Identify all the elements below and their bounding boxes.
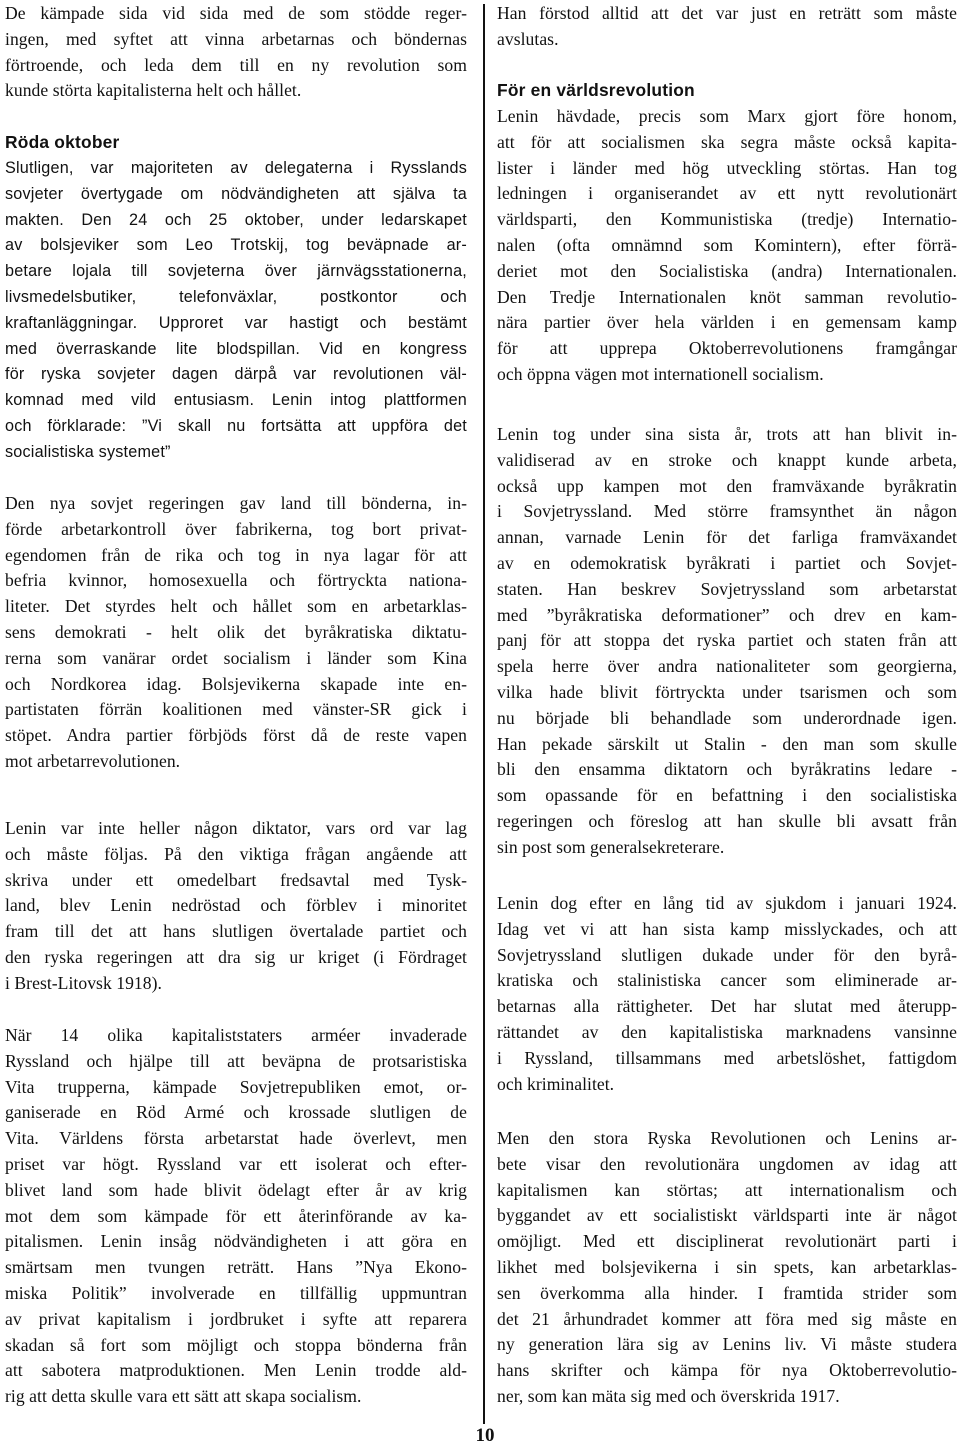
text-line: Lenin dog efter en lång tid av sjukdom i januari 1924. bbox=[497, 893, 957, 913]
text-line: och kriminalitet. bbox=[497, 1073, 615, 1094]
text-line: Han pekade särskilt ut Stalin - den man som skulle bbox=[497, 733, 957, 754]
column-divider bbox=[483, 4, 485, 1424]
text-line: land, blev Lenin nedröstad och förblev i minoritet bbox=[5, 895, 467, 916]
text-line: rättandet av den kapitalistiska marknadens vansinne bbox=[497, 1021, 957, 1042]
text-line: bete visar den revolutionära ungdomen av idag att bbox=[497, 1153, 957, 1174]
text-line: av bolsjeviker som Leo Trotskij, tog beväpnade ar- bbox=[5, 236, 467, 255]
paragraph bbox=[5, 1023, 467, 1410]
text-line: världsparti, den Kommunistiska (tredje) Internatio- bbox=[497, 209, 957, 230]
paragraph bbox=[497, 891, 957, 1097]
text-line: regeringen och föreslog att han skulle bli avsatt från bbox=[497, 810, 957, 831]
text-line: med ”byråkratiska deformationer” och drev en kam- bbox=[497, 604, 957, 625]
text-line: avslutas. bbox=[497, 28, 559, 49]
paragraph bbox=[497, 1, 957, 53]
text-line: mot arbetarrevolutionen. bbox=[5, 750, 181, 771]
text-line: socialistiska systemet” bbox=[5, 442, 171, 461]
text-line: panj för att stoppa det ryska partiet och staten från att bbox=[497, 630, 957, 651]
text-line: De kämpade sida vid sida med de som stödde reger- bbox=[5, 3, 467, 23]
text-line: blivet land som hade blivit ödelagt efter år av krig bbox=[5, 1179, 467, 1200]
text-line: lister i länder med hög utveckling störtas. Han tog bbox=[497, 157, 957, 178]
paragraph bbox=[5, 1, 467, 104]
paragraph bbox=[497, 1126, 957, 1410]
text-line: förtroende, och leda dem till en ny revolution som bbox=[5, 54, 467, 75]
text-line: Den nya sovjet regeringen gav land till bönderna, in- bbox=[5, 493, 467, 513]
text-line: sen överkomma alla hinder. I framtida strider som bbox=[497, 1282, 957, 1303]
text-line: fram till det att hans slutligen övertalade partiet och bbox=[5, 921, 467, 942]
text-line: liteter. Det styrdes helt och hållet som en arbetarklas- bbox=[5, 596, 467, 617]
text-line: att sabotera matproduktionen. Men Lenin trodde ald- bbox=[5, 1360, 467, 1381]
text-line: validiserad av en stroke och knappt kunde arbeta, bbox=[497, 449, 957, 470]
text-line: Idag vet vi att han sista kamp misslyckades, och att bbox=[497, 918, 957, 939]
text-line: hans skrifter och kämpa för nya Oktoberrevolutio- bbox=[497, 1360, 957, 1381]
text-line: Lenin hävdade, precis som Marx gjort före honom, bbox=[497, 106, 957, 126]
text-line: Slutligen, var majoriteten av delegaterna i Rysslands bbox=[5, 159, 467, 177]
text-line: och öppna vägen mot internationell socialism. bbox=[497, 363, 824, 384]
text-line: pitalismen. Lenin insåg nödvändigheten i att göra en bbox=[5, 1231, 467, 1252]
text-line: att för att socialismen ska segra måste också kapita- bbox=[497, 131, 957, 152]
text-line: skadan så fort som möjligt och stoppa bönderna från bbox=[5, 1334, 467, 1355]
text-line: rerna som vanärar ordet socialism i länder som Kina bbox=[5, 647, 467, 668]
text-line: befria kvinnor, homosexuella och förtryckta nationa- bbox=[5, 570, 467, 591]
text-line: omöjligt. Med ett disciplinerat revolutionärt parti i bbox=[497, 1231, 957, 1252]
text-line: Lenin var inte heller någon diktator, vars ord var lag bbox=[5, 818, 467, 838]
page-number: 10 bbox=[475, 1425, 495, 1446]
text-line: Sovjetryssland slutligen dukade under för den byrå- bbox=[497, 944, 957, 965]
text-line: och Nordkorea idag. Bolsjevikerna skapade inte en- bbox=[5, 673, 467, 694]
text-line: Lenin tog under sina sista år, trots att han blivit in- bbox=[497, 424, 957, 444]
text-line: ingen, med syftet att vinna arbetarnas och böndernas bbox=[5, 28, 467, 49]
text-line: ganiserade en Röd Armé och krossade slutligen de bbox=[5, 1102, 467, 1123]
text-line: miska Politik” involverade en tillfällig uppmuntran bbox=[5, 1282, 467, 1303]
text-line: stöpet. Andra partier förbjöds först då de reste vapen bbox=[5, 725, 467, 746]
text-line: nära partier över hela världen i en gemensam kamp bbox=[497, 312, 957, 333]
text-line: av en odemokratisk byråkrati i partiet och Sovjet- bbox=[497, 552, 957, 573]
text-line: bli den ensamma diktatorn och byråkratins ledare - bbox=[497, 759, 957, 780]
text-line: Men den stora Ryska Revolutionen och Lenins ar- bbox=[497, 1128, 957, 1148]
text-line: mot dem som kämpade för ett återinförande av ka- bbox=[5, 1205, 467, 1226]
paragraph bbox=[5, 491, 467, 775]
text-line: för att upprepa Oktoberrevolutionens framgångar bbox=[497, 338, 957, 359]
text-line: i Ryssland, tillsammans med arbetslöshet, fattigdom bbox=[497, 1047, 957, 1068]
text-line: livsmedelsbutiker, telefonväxlar, postkontor och bbox=[5, 287, 467, 306]
text-line: staten. Han beskrev Sovjetryssland som arbetarstat bbox=[497, 578, 957, 599]
text-line: med överraskande lite blodspillan. Vid en kongress bbox=[5, 339, 467, 358]
text-line: ledningen i organiserandet av ett nytt revolutionärt bbox=[497, 183, 957, 204]
text-line: makten. Den 24 och 25 oktober, under ledarskapet bbox=[5, 210, 467, 229]
text-line: spela herre över andra nationaliteter som georgierna, bbox=[497, 656, 957, 677]
text-line: partistaten förrän koalitionen med vänster-SR gick i bbox=[5, 699, 467, 720]
section-heading: För en världsrevolution bbox=[497, 80, 695, 100]
text-line: Vita trupperna, kämpade Sovjetrepubliken emot, or- bbox=[5, 1076, 467, 1097]
text-line: priset var högt. Ryssland var ett isolerat och efter- bbox=[5, 1153, 467, 1174]
text-line: den ryska regeringen att dra sig ur kriget (i Fördraget bbox=[5, 946, 467, 967]
text-line: kunde störta kapitalisterna helt och hållet. bbox=[5, 80, 302, 101]
text-line: kratiska och stalinistiska cancer som eliminerade ar- bbox=[497, 970, 957, 991]
text-line: annan, varnade Lenin för det farliga framväxandet bbox=[497, 527, 957, 548]
text-line: sin post som generalsekreterare. bbox=[497, 836, 725, 857]
text-line: i Brest-Litovsk 1918). bbox=[5, 972, 162, 993]
text-line: av privat kapitalism i jordbruket i syfte att reparera bbox=[5, 1308, 467, 1329]
text-line: Han förstod alltid att det var just en reträtt som måste bbox=[497, 3, 957, 23]
text-line: och förklarade: ”Vi skall nu fortsätta att uppföra det bbox=[5, 416, 467, 435]
text-line: egendomen från de rika och tog in nya lagar för att bbox=[5, 544, 467, 565]
text-line: Ryssland och hjälpe till att beväpna de protsaristiska bbox=[5, 1050, 467, 1071]
text-line: betare lojala till sovjeterna över järnvägsstationerna, bbox=[5, 262, 467, 281]
text-line: ner, som kan mäta sig med och överskrida 1917. bbox=[497, 1385, 840, 1406]
text-line: som opassande för en befattning i den socialistiska bbox=[497, 785, 957, 806]
text-line: för ryska sovjeter dagen därpå var revolutionen väl- bbox=[5, 365, 467, 384]
text-line: komnad med vild entusiasm. Lenin intog plattformen bbox=[5, 391, 467, 410]
paragraph bbox=[5, 156, 467, 466]
text-line: Vita. Världens första arbetarstat hade överlevt, men bbox=[5, 1128, 467, 1149]
text-line: smärtsam men tvungen reträtt. Hans ”Nya Ekono- bbox=[5, 1257, 467, 1278]
text-line: det 21 århundradet kommer att föra med sig måste en bbox=[497, 1308, 957, 1329]
text-line: och måste följas. På den viktiga frågan angående att bbox=[5, 843, 467, 864]
text-line: i Sovjetryssland. Med större framsynthet än någon bbox=[497, 501, 957, 522]
text-line: likhet med bolsjevikerna i sin spets, kan arbetarklas- bbox=[497, 1256, 957, 1277]
text-line: nalen (ofta omnämnd som Komintern), efter förrä- bbox=[497, 234, 957, 255]
text-line: också upp kampen mot den framväxande byråkratin bbox=[497, 475, 957, 496]
text-line: byggandet av ett socialistiskt världsparti inte är något bbox=[497, 1205, 957, 1226]
text-line: sens demokrati - helt olik det byråkratiska diktatu- bbox=[5, 621, 467, 642]
text-line: rig att detta skulle vara ett sätt att skapa socialism. bbox=[5, 1386, 362, 1407]
text-line: När 14 olika kapitaliststaters arméer invaderade bbox=[5, 1025, 467, 1045]
text-line: sovjeter övertygade om nödvändigheten att själva ta bbox=[5, 184, 467, 203]
paragraph bbox=[5, 816, 467, 997]
text-line: förde arbetarkontroll över fabrikerna, tog bort privat- bbox=[5, 518, 467, 539]
paragraph bbox=[497, 422, 957, 861]
text-line: Den Tredje Internationalen knöt samman revolutio- bbox=[497, 286, 957, 307]
text-line: deriet mot den Socialistiska (andra) Internationalen. bbox=[497, 260, 957, 281]
section-heading: Röda oktober bbox=[5, 132, 120, 152]
text-line: kraftanläggningar. Upproret var hastigt och bestämt bbox=[5, 313, 467, 332]
text-line: kapitalismen kan störtas; att internationalism och bbox=[497, 1179, 957, 1200]
text-line: ny generation lära sig av Lenins liv. Vi måste studera bbox=[497, 1334, 957, 1355]
text-line: betarnas alla rättigheter. Det har slutat med återupp- bbox=[497, 996, 957, 1017]
text-line: skriva under ett omedelbart fredsavtal med Tysk- bbox=[5, 869, 467, 890]
paragraph bbox=[497, 104, 957, 388]
text-line: nu började bli behandlade som underordnade igen. bbox=[497, 707, 957, 728]
text-line: vilka hade blivit förtryckta under tsarismen och som bbox=[497, 681, 957, 702]
